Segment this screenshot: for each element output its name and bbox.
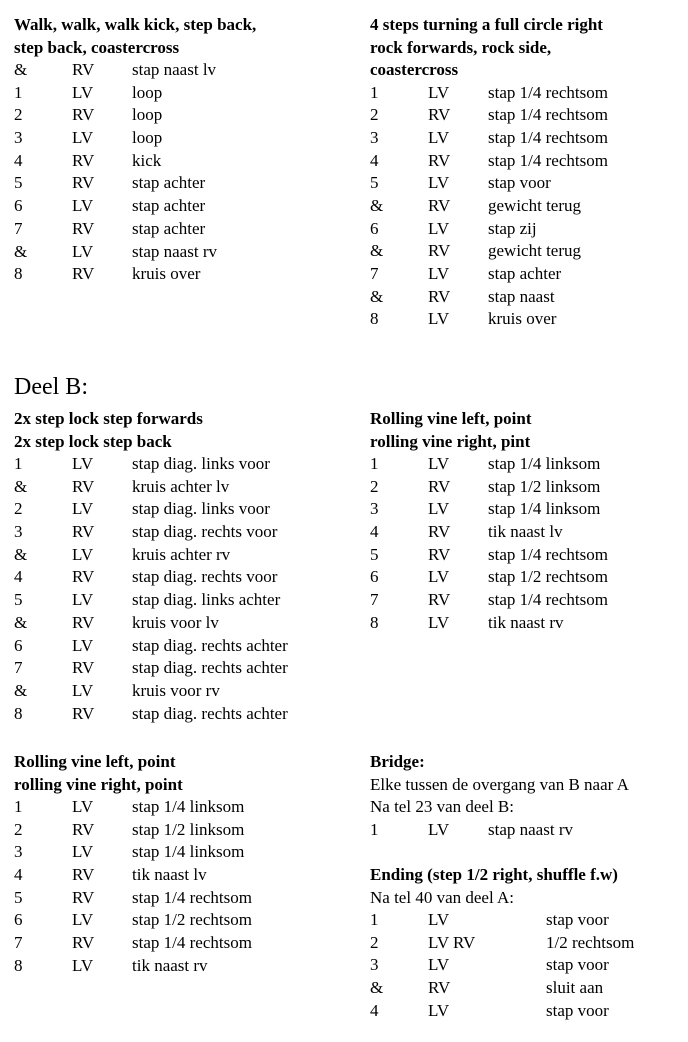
step-count: 6 (370, 567, 379, 587)
section-full-circle (370, 14, 680, 331)
step-foot: LV (72, 128, 94, 148)
step-description: stap 1/4 rechtsom (488, 544, 608, 564)
step-count: 5 (14, 173, 23, 193)
step-count: 6 (14, 196, 23, 216)
step-foot: RV (72, 658, 95, 678)
step-description: kruis achter rv (132, 544, 231, 564)
step-foot: LV (72, 590, 94, 610)
step-foot: LV (428, 1000, 450, 1020)
step-foot: RV (72, 476, 95, 496)
step-foot: RV (72, 264, 95, 284)
step-count: 5 (370, 544, 379, 564)
step-count: 2 (14, 105, 23, 125)
step-count: 3 (370, 127, 379, 147)
step-row (370, 240, 680, 263)
step-foot: RV (72, 105, 95, 125)
section-title: Ending (step 1/2 right, shuffle f.w) (370, 865, 618, 884)
ending-note: Na tel 40 van deel A: (370, 887, 514, 907)
step-foot: RV (428, 241, 451, 261)
step-count: 3 (14, 522, 23, 542)
section-title: rolling vine right, pint (370, 431, 531, 451)
step-foot: RV (72, 218, 95, 238)
step-description: tik naast rv (132, 955, 208, 975)
step-foot: RV (428, 150, 451, 170)
step-row (370, 612, 680, 635)
step-foot: RV (428, 195, 451, 215)
step-description: tik naast lv (132, 865, 207, 885)
step-row (370, 195, 680, 218)
step-count: 1 (370, 910, 379, 929)
step-row (14, 657, 354, 680)
step-count: & (370, 241, 384, 261)
step-count: & (370, 286, 384, 306)
step-description: loop (132, 82, 163, 102)
step-row (370, 127, 680, 150)
step-description: stap 1/4 rechtsom (132, 887, 252, 907)
section-title: Walk, walk, walk kick, step back, (14, 15, 257, 34)
step-row (14, 82, 344, 105)
step-count: 5 (14, 590, 23, 610)
step-foot: LV (72, 910, 94, 930)
step-row (14, 453, 354, 476)
step-description: stap 1/2 rechtsom (488, 567, 608, 587)
step-description: stap naast (488, 286, 555, 306)
section-step-lock (14, 408, 354, 725)
step-row (370, 82, 680, 105)
step-count: 6 (14, 910, 23, 930)
section-title: coastercross (370, 60, 459, 79)
step-foot: LV (428, 567, 450, 587)
step-row (370, 263, 680, 286)
step-description: stap 1/4 linksom (488, 499, 601, 519)
step-count: & (14, 612, 28, 632)
step-row (14, 127, 344, 150)
step-row (370, 977, 685, 1000)
step-description: stap 1/2 linksom (488, 476, 601, 496)
step-count: 4 (14, 150, 23, 170)
step-count: 8 (14, 264, 23, 284)
step-row (14, 241, 344, 264)
step-list (370, 453, 680, 635)
step-foot: RV (72, 173, 95, 193)
step-foot: LV (428, 499, 450, 519)
step-row (14, 498, 354, 521)
step-description: stap 1/4 linksom (488, 454, 601, 473)
step-description: stap diag. links achter (132, 590, 281, 610)
step-description: stap voor (546, 1000, 609, 1020)
step-foot: LV (72, 842, 94, 862)
step-foot: RV (428, 476, 451, 496)
step-count: 2 (370, 105, 379, 125)
step-foot: LV (428, 955, 450, 975)
step-count: 4 (14, 567, 23, 587)
step-description: stap 1/4 rechtsom (132, 933, 252, 953)
step-description: loop (132, 105, 163, 125)
step-description: stap achter (132, 218, 206, 238)
step-foot: LV (72, 955, 94, 975)
step-row (14, 887, 354, 910)
step-row (14, 819, 354, 842)
step-description: stap 1/4 rechtsom (488, 82, 608, 102)
step-count: & (370, 978, 384, 998)
step-count: & (370, 195, 384, 215)
step-row (14, 150, 344, 173)
step-count: 7 (14, 933, 23, 953)
step-row (14, 932, 354, 955)
step-list (14, 453, 354, 725)
step-count: 2 (14, 819, 23, 839)
step-foot: LV (428, 127, 450, 147)
step-row (14, 544, 354, 567)
step-foot: RV (428, 105, 451, 125)
step-foot: RV (72, 933, 95, 953)
step-count: 8 (14, 703, 23, 723)
step-description: stap 1/4 rechtsom (488, 590, 608, 610)
step-foot: LV (72, 797, 94, 816)
step-row (370, 954, 685, 977)
step-foot: RV (428, 590, 451, 610)
step-description: stap achter (132, 196, 206, 216)
step-foot: LV (428, 173, 450, 193)
step-count: 1 (370, 819, 379, 839)
step-description: stap achter (132, 173, 206, 193)
step-row (14, 566, 354, 589)
step-row (14, 955, 354, 978)
step-row (14, 59, 344, 82)
section-title: Rolling vine left, point (370, 409, 532, 428)
section-rolling-vine-b (370, 408, 680, 635)
step-count: 8 (370, 309, 379, 329)
step-foot: RV (428, 978, 451, 998)
step-description: stap naast rv (132, 241, 217, 261)
step-row (370, 218, 680, 241)
section-title: rolling vine right, point (14, 774, 183, 794)
step-row (370, 104, 680, 127)
step-foot: LV (72, 454, 94, 473)
step-row (370, 476, 680, 499)
step-row (370, 544, 680, 567)
step-description: stap voor (546, 955, 609, 975)
step-description: stap 1/2 linksom (132, 819, 245, 839)
section-title: Bridge: (370, 752, 425, 771)
step-count: 3 (370, 955, 379, 975)
step-count: 4 (370, 1000, 379, 1020)
step-description: stap 1/4 rechtsom (488, 127, 608, 147)
step-description: stap 1/4 rechtsom (488, 150, 608, 170)
step-foot: LV (428, 454, 450, 473)
step-row (14, 195, 344, 218)
step-count: 2 (370, 932, 379, 952)
step-row (370, 308, 680, 331)
step-foot: RV (428, 286, 451, 306)
step-row (370, 286, 680, 309)
step-row (14, 172, 344, 195)
step-row (370, 1000, 685, 1023)
step-row (14, 841, 354, 864)
step-row (14, 218, 344, 241)
step-list (370, 909, 685, 1022)
step-row (14, 589, 354, 612)
step-count: 1 (370, 82, 379, 102)
step-count: 5 (14, 887, 23, 907)
step-count: & (14, 476, 28, 496)
step-foot: LV (72, 544, 94, 564)
step-foot: RV (72, 612, 95, 632)
section-title: Rolling vine left, point (14, 752, 176, 771)
step-count: 6 (370, 218, 379, 238)
step-row (14, 909, 354, 932)
step-row (370, 521, 680, 544)
step-foot: LV (428, 309, 450, 329)
step-count: 3 (370, 499, 379, 519)
step-foot: LV RV (428, 932, 476, 952)
step-description: stap naast rv (488, 819, 573, 839)
step-foot: LV (72, 635, 94, 655)
step-count: 3 (14, 842, 23, 862)
step-count: 2 (14, 499, 23, 519)
step-row (14, 796, 354, 819)
step-description: kruis voor lv (132, 612, 219, 632)
step-description: gewicht terug (488, 195, 581, 215)
step-foot: LV (428, 264, 450, 283)
step-foot: LV (428, 612, 450, 632)
step-foot: LV (428, 82, 450, 102)
step-foot: LV (72, 499, 94, 519)
step-row (370, 932, 685, 955)
step-description: kruis voor rv (132, 680, 220, 700)
step-foot: RV (72, 819, 95, 839)
step-row (14, 263, 344, 286)
step-count: 1 (14, 454, 23, 473)
step-count: 7 (370, 590, 379, 610)
step-description: stap 1/2 rechtsom (132, 910, 252, 930)
step-description: stap diag. links voor (132, 499, 270, 519)
step-description: stap 1/4 linksom (132, 842, 245, 862)
step-count: & (14, 60, 28, 79)
step-list (14, 796, 354, 978)
step-foot: RV (72, 887, 95, 907)
step-description: stap zij (488, 218, 537, 238)
step-foot: RV (428, 544, 451, 564)
step-row (370, 909, 685, 932)
step-count: 1 (370, 454, 379, 473)
section-walk-kick (14, 14, 344, 286)
step-row (14, 703, 354, 726)
step-description: tik naast lv (488, 522, 563, 542)
step-count: 7 (14, 658, 23, 678)
step-description: stap achter (488, 264, 562, 283)
step-list (14, 59, 344, 286)
section-ending (370, 864, 685, 1022)
step-foot: LV (428, 910, 450, 929)
step-description: kruis over (488, 309, 557, 329)
part-heading: Deel B: (14, 374, 88, 400)
step-row (370, 150, 680, 173)
step-row (14, 612, 354, 635)
step-foot: RV (72, 522, 95, 542)
step-description: stap voor (546, 910, 609, 929)
step-count: 7 (14, 218, 23, 238)
step-description: 1/2 rechtsom (546, 932, 635, 952)
step-description: loop (132, 128, 163, 148)
bridge-note: Elke tussen de overgang van B naar A (370, 774, 629, 794)
step-foot: LV (72, 196, 94, 216)
step-count: 4 (370, 150, 379, 170)
step-row (14, 635, 354, 658)
step-row (14, 104, 344, 127)
step-row (370, 453, 680, 476)
step-count: & (14, 544, 28, 564)
step-description: stap diag. rechts achter (132, 658, 288, 678)
step-foot: RV (72, 865, 95, 885)
step-description: kick (132, 150, 162, 170)
section-title: 2x step lock step back (14, 431, 172, 451)
step-description: kruis over (132, 264, 201, 284)
step-row (14, 680, 354, 703)
step-foot: LV (72, 680, 94, 700)
step-count: 5 (370, 173, 379, 193)
step-description: sluit aan (546, 978, 604, 998)
step-list (370, 82, 680, 332)
step-foot: RV (428, 522, 451, 542)
step-foot: RV (72, 60, 95, 79)
step-count: & (14, 680, 28, 700)
step-count: 4 (14, 865, 23, 885)
step-foot: RV (72, 567, 95, 587)
step-foot: RV (72, 703, 95, 723)
step-row (370, 172, 680, 195)
step-count: 1 (14, 797, 23, 816)
step-count: 2 (370, 476, 379, 496)
section-title: 4 steps turning a full circle right (370, 15, 603, 34)
step-count: 8 (370, 612, 379, 632)
step-description: stap 1/4 linksom (132, 797, 245, 816)
section-title: 2x step lock step forwards (14, 409, 203, 428)
section-bridge (370, 751, 685, 841)
step-description: tik naast rv (488, 612, 564, 632)
step-description: gewicht terug (488, 241, 581, 261)
step-row (370, 498, 680, 521)
step-description: stap diag. rechts voor (132, 522, 278, 542)
section-title: rock forwards, rock side, (370, 37, 552, 57)
bridge-note: Na tel 23 van deel B: (370, 797, 514, 816)
step-foot: LV (72, 241, 94, 261)
section-title: step back, coastercross (14, 37, 180, 57)
step-description: stap naast lv (132, 60, 217, 79)
step-row (370, 819, 685, 842)
step-foot: RV (72, 150, 95, 170)
step-count: 6 (14, 635, 23, 655)
step-description: stap diag. rechts achter (132, 635, 288, 655)
step-description: stap voor (488, 173, 551, 193)
step-description: stap diag. rechts achter (132, 703, 288, 723)
step-count: 4 (370, 522, 379, 542)
step-description: kruis achter lv (132, 476, 230, 496)
step-foot: LV (72, 82, 94, 102)
step-row (370, 589, 680, 612)
step-count: 8 (14, 955, 23, 975)
step-foot: LV (428, 819, 450, 839)
step-description: stap diag. rechts voor (132, 567, 278, 587)
step-row (14, 476, 354, 499)
step-count: 7 (370, 264, 379, 283)
step-row (14, 521, 354, 544)
step-row (14, 864, 354, 887)
step-list (370, 819, 685, 842)
step-description: stap 1/4 rechtsom (488, 105, 608, 125)
section-rolling-vine (14, 751, 354, 978)
step-count: 3 (14, 128, 23, 148)
step-count: 1 (14, 82, 23, 102)
step-description: stap diag. links voor (132, 454, 270, 473)
step-row (370, 566, 680, 589)
step-foot: LV (428, 218, 450, 238)
step-count: & (14, 241, 28, 261)
